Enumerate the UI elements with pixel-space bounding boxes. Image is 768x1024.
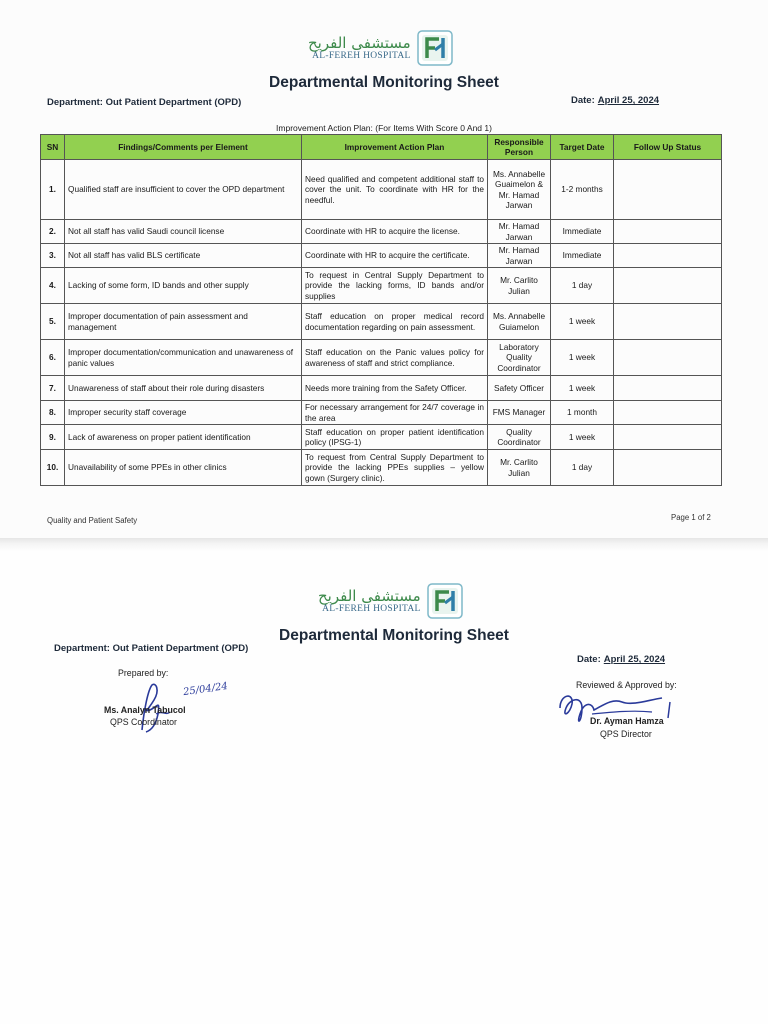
page-number: Page 1 of 2: [671, 513, 711, 522]
sn-cell: 9.: [41, 425, 65, 450]
finding-cell: Lacking of some form, ID bands and other supply: [65, 268, 302, 304]
follow-up-cell: [614, 244, 722, 268]
target-date-cell: 1 week: [551, 376, 614, 401]
responsible-cell: Mr. Hamad Jarwan: [488, 220, 551, 244]
plan-cell: Staff education on proper patient identification policy (IPSG-1): [302, 425, 488, 450]
hospital-name-english: AL-FEREH HOSPITAL: [322, 603, 421, 614]
date-label: Date:: [571, 95, 595, 106]
follow-up-cell: [614, 401, 722, 425]
sn-cell: 7.: [41, 376, 65, 401]
sn-cell: 1.: [41, 160, 65, 220]
date-field: [577, 654, 665, 665]
plan-cell: Coordinate with HR to acquire the license.: [302, 220, 488, 244]
date-value: April 25, 2024: [597, 95, 660, 106]
table-row: [41, 220, 722, 244]
handwritten-date: 25/04/24: [182, 680, 229, 699]
table-row: [41, 376, 722, 401]
date-field: [571, 95, 659, 106]
department-label: Department: Out Patient Department (OPD): [47, 97, 242, 108]
sn-cell: 5.: [41, 304, 65, 340]
responsible-cell: Safety Officer: [488, 376, 551, 401]
finding-cell: Lack of awareness on proper patient identification: [65, 425, 302, 450]
hospital-name-arabic: مستشفى الفريح: [308, 33, 411, 52]
plan-cell: To request from Central Supply Department to provide the lacking PPEs supplies – yellow gown (Surgery clinic).: [302, 450, 488, 486]
finding-cell: Unavailability of some PPEs in other clinics: [65, 450, 302, 486]
column-header: SN: [41, 135, 65, 160]
hospital-name-english: AL-FEREH HOSPITAL: [312, 50, 411, 61]
date-value: April 25, 2024: [603, 654, 666, 665]
document-page-2: [0, 552, 768, 1024]
finding-cell: Improper documentation of pain assessment and management: [65, 304, 302, 340]
follow-up-cell: [614, 376, 722, 401]
responsible-cell: Laboratory Quality Coordinator: [488, 340, 551, 376]
prepared-by-name: Ms. Analyn Tabucol: [104, 705, 186, 715]
column-header: Follow Up Status: [614, 135, 722, 160]
follow-up-cell: [614, 450, 722, 486]
target-date-cell: 1 day: [551, 450, 614, 486]
page-separator: [0, 538, 768, 552]
reviewed-by-role: QPS Director: [600, 729, 652, 739]
sn-cell: 10.: [41, 450, 65, 486]
table-row: [41, 340, 722, 376]
finding-cell: Qualified staff are insufficient to cover the OPD department: [65, 160, 302, 220]
responsible-cell: Mr. Carlito Julian: [488, 450, 551, 486]
plan-cell: Coordinate with HR to acquire the certificate.: [302, 244, 488, 268]
fh-monogram-icon: [417, 30, 453, 66]
responsible-cell: Mr. Hamad Jarwan: [488, 244, 551, 268]
plan-cell: To request in Central Supply Department to provide the lacking forms, ID bands and/or supplies: [302, 268, 488, 304]
plan-cell: Staff education on proper medical record documentation regarding on pain assessment.: [302, 304, 488, 340]
plan-cell: For necessary arrangement for 24/7 coverage in the area: [302, 401, 488, 425]
follow-up-cell: [614, 304, 722, 340]
department-label: Department: Out Patient Department (OPD): [54, 643, 249, 654]
finding-cell: Improper security staff coverage: [65, 401, 302, 425]
page-title: Departmental Monitoring Sheet: [279, 627, 509, 644]
sn-cell: 2.: [41, 220, 65, 244]
responsible-cell: Ms. Annabelle Guaimelon & Mr. Hamad Jarwan: [488, 160, 551, 220]
fh-monogram-icon: [427, 583, 463, 619]
action-plan-table: [40, 134, 722, 486]
target-date-cell: 1 month: [551, 401, 614, 425]
follow-up-cell: [614, 160, 722, 220]
follow-up-cell: [614, 268, 722, 304]
responsible-cell: Ms. Annabelle Guiamelon: [488, 304, 551, 340]
prepared-by-role: QPS Coordinator: [110, 717, 177, 727]
sn-cell: 3.: [41, 244, 65, 268]
plan-cell: Staff education on the Panic values policy for awareness of staff and strict compliance.: [302, 340, 488, 376]
responsible-cell: Quality Coordinator: [488, 425, 551, 450]
sn-cell: 6.: [41, 340, 65, 376]
table-row: [41, 425, 722, 450]
hospital-name-arabic: مستشفى الفريح: [318, 586, 421, 605]
table-row: [41, 304, 722, 340]
follow-up-cell: [614, 220, 722, 244]
target-date-cell: 1 week: [551, 425, 614, 450]
target-date-cell: 1 week: [551, 304, 614, 340]
table-row: [41, 160, 722, 220]
target-date-cell: 1-2 months: [551, 160, 614, 220]
date-label: Date:: [577, 654, 601, 665]
hospital-logo: [308, 30, 453, 66]
plan-cell: Need qualified and competent additional staff to cover the unit. To coordinate with HR for the needful.: [302, 160, 488, 220]
finding-cell: Not all staff has valid BLS certificate: [65, 244, 302, 268]
table-row: [41, 401, 722, 425]
action-plan-caption: Improvement Action Plan: (For Items With Score 0 And 1): [276, 123, 492, 133]
hospital-logo: [318, 583, 463, 619]
prepared-by-label: Prepared by:: [118, 668, 169, 678]
reviewed-by-label: Reviewed & Approved by:: [576, 680, 677, 690]
plan-cell: Needs more training from the Safety Officer.: [302, 376, 488, 401]
column-header: Target Date: [551, 135, 614, 160]
table-header-row: [41, 135, 722, 160]
target-date-cell: Immediate: [551, 220, 614, 244]
table-row: [41, 244, 722, 268]
finding-cell: Unawareness of staff about their role during disasters: [65, 376, 302, 401]
sn-cell: 4.: [41, 268, 65, 304]
follow-up-cell: [614, 340, 722, 376]
target-date-cell: 1 week: [551, 340, 614, 376]
target-date-cell: Immediate: [551, 244, 614, 268]
finding-cell: Improper documentation/communication and unawareness of panic values: [65, 340, 302, 376]
column-header: Findings/Comments per Element: [65, 135, 302, 160]
sn-cell: 8.: [41, 401, 65, 425]
finding-cell: Not all staff has valid Saudi council license: [65, 220, 302, 244]
footer-department: Quality and Patient Safety: [47, 516, 138, 525]
table-row: [41, 268, 722, 304]
responsible-cell: FMS Manager: [488, 401, 551, 425]
column-header: Responsible Person: [488, 135, 551, 160]
table-row: [41, 450, 722, 486]
target-date-cell: 1 day: [551, 268, 614, 304]
column-header: Improvement Action Plan: [302, 135, 488, 160]
reviewed-by-name: Dr. Ayman Hamza: [590, 716, 664, 726]
page-title: Departmental Monitoring Sheet: [269, 74, 499, 91]
follow-up-cell: [614, 425, 722, 450]
responsible-cell: Mr. Carlito Julian: [488, 268, 551, 304]
